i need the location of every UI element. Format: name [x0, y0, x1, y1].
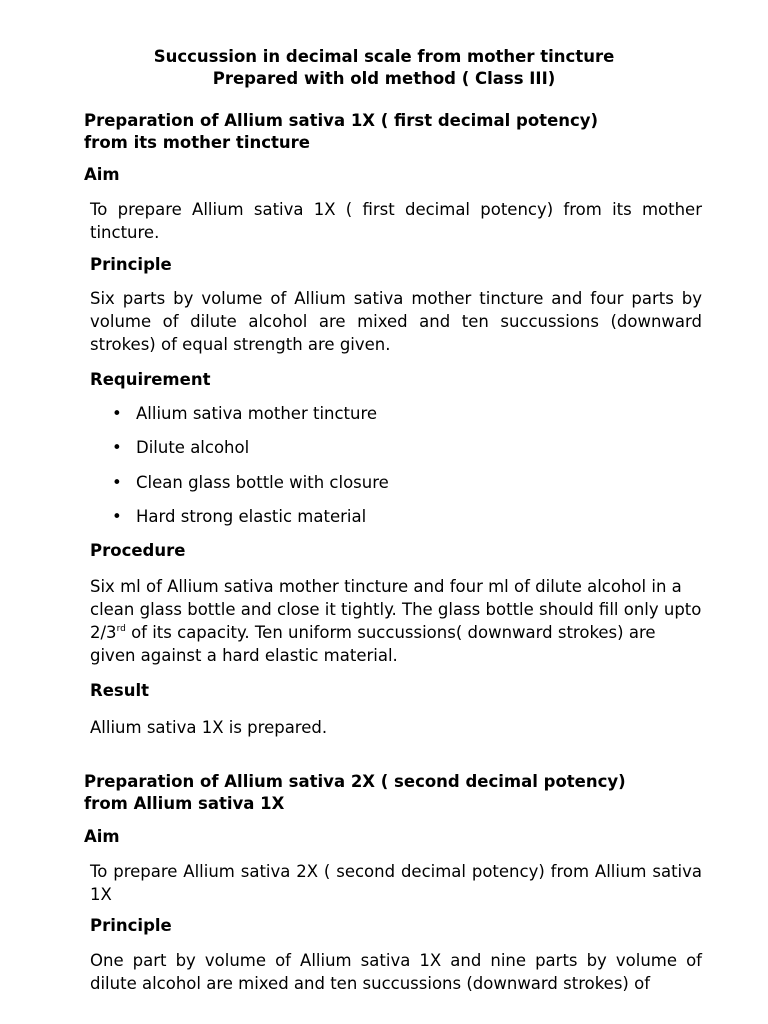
section1-result-text: Allium sativa 1X is prepared. — [90, 718, 328, 737]
requirement-list — [112, 403, 612, 540]
section1-requirement-label: Requirement — [90, 370, 211, 389]
section1-heading — [84, 110, 724, 154]
section1-procedure-text — [90, 575, 702, 667]
section2-principle-label: Principle — [90, 916, 172, 935]
section2-principle-text: One part by volume of Allium sativa 1X and nine parts by volume of dilute alcohol are mixed and ten succussions (downward strokes) of — [90, 951, 702, 993]
section1-heading-line-2: from its mother tincture — [84, 133, 310, 152]
requirement-text: Hard strong elastic material — [136, 506, 367, 526]
bullet-icon: • — [112, 438, 122, 458]
title-line-1: Succussion in decimal scale from mother tincture — [153, 47, 615, 66]
requirement-text: Allium sativa mother tincture — [136, 404, 378, 423]
section1-procedure-label: Procedure — [90, 541, 186, 560]
section2-heading — [84, 771, 724, 815]
list-item — [112, 472, 612, 506]
section1-aim-text: To prepare Allium sativa 1X ( first decimal potency) from its mother tincture. — [90, 200, 702, 242]
procedure-superscript: rd — [116, 624, 126, 634]
section2-heading-line-2: from Allium sativa 1X — [84, 794, 285, 813]
section2-aim-text: To prepare Allium sativa 2X ( second decimal potency) from Allium sativa 1X — [90, 862, 702, 904]
section1-principle-text: Six parts by volume of Allium sativa mother tincture and four parts by volume of dilute alcohol are mixed and ten succussions (downward strokes) of equal strength are given. — [90, 289, 702, 354]
section1-principle-label: Principle — [90, 255, 172, 274]
list-item — [112, 403, 612, 437]
document-title — [0, 46, 768, 90]
requirement-text: Dilute alcohol — [136, 438, 250, 458]
bullet-icon: • — [112, 506, 122, 526]
procedure-text-part-2: of its capacity. Ten uniform succussions( downward strokes) are given against a hard elastic material. — [90, 623, 656, 665]
bullet-icon: • — [112, 472, 122, 492]
requirement-text: Clean glass bottle with closure — [136, 472, 389, 492]
section2-heading-line-1: Preparation of Allium sativa 2X ( second decimal potency) — [84, 772, 626, 791]
section1-heading-line-1: Preparation of Allium sativa 1X ( first decimal potency) — [84, 111, 599, 130]
bullet-icon: • — [112, 404, 122, 423]
list-item — [112, 506, 612, 540]
title-line-2: Prepared with old method ( Class III) — [212, 69, 556, 88]
procedure-text-part-1: Six ml of Allium sativa mother tincture and four ml of dilute alcohol in a clean glass bottle and close it tightly. The glass bottle should fill only upto 2/3 — [90, 577, 702, 642]
section1-result-label: Result — [90, 681, 150, 700]
list-item — [112, 437, 612, 471]
section2-aim-label: Aim — [84, 827, 120, 846]
section1-aim-label: Aim — [84, 165, 120, 184]
